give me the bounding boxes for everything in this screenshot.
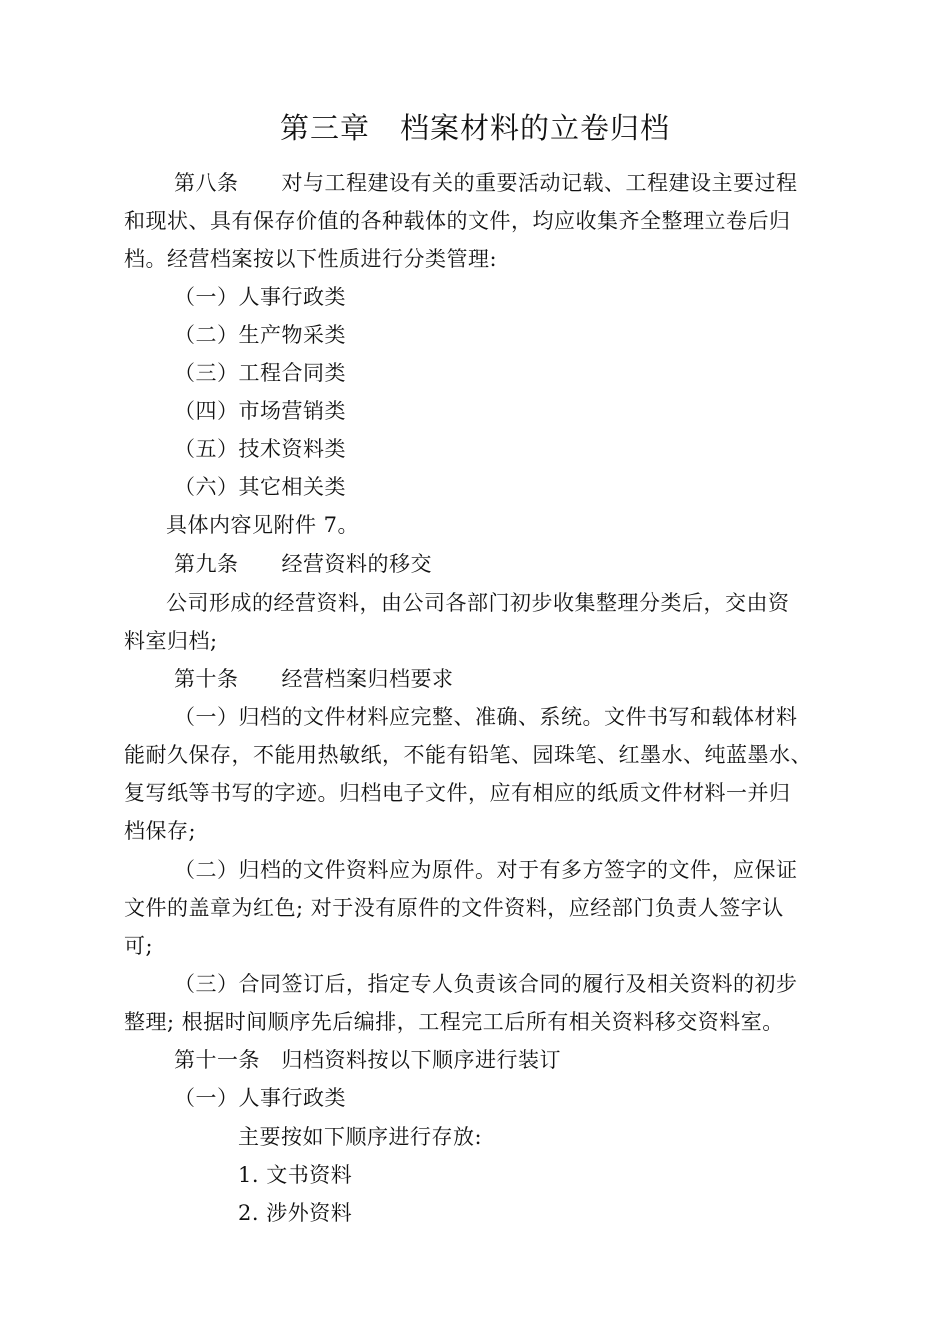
- article-10-heading: 第十条 经营档案归档要求: [174, 667, 454, 691]
- article-10-item-1-line-1: （一）归档的文件材料应完整、准确、系统。文件书写和载体材料: [174, 705, 798, 729]
- article-9-line-2: 料室归档;: [124, 629, 218, 653]
- article-11-item-1: （一）人事行政类: [174, 1086, 346, 1110]
- storage-order-intro: 主要按如下顺序进行存放:: [238, 1125, 483, 1149]
- category-item-6: （六）其它相关类: [174, 475, 346, 499]
- article-10-item-1-line-3: 复写纸等书写的字迹。归档电子文件，应有相应的纸质文件材料一并归: [124, 781, 791, 805]
- article-11-heading: 第十一条 归档资料按以下顺序进行装订: [174, 1048, 561, 1072]
- article-10-item-2-line-1: （二）归档的文件资料应为原件。对于有多方签字的文件，应保证: [174, 858, 798, 882]
- article-10-item-1-line-4: 档保存;: [124, 819, 197, 843]
- article-8-line-1: 第八条 对与工程建设有关的重要活动记载、工程建设主要过程: [174, 171, 798, 195]
- category-item-2: （二）生产物采类: [174, 323, 346, 347]
- chapter-title: 第三章 档案材料的立卷归档: [279, 111, 670, 145]
- article-8-line-3: 档。经营档案按以下性质进行分类管理:: [124, 247, 498, 271]
- category-item-3: （三）工程合同类: [174, 361, 346, 385]
- category-item-4: （四）市场营销类: [174, 399, 346, 423]
- article-10-item-2-line-2: 文件的盖章为红色; 对于没有原件的文件资料，应经部门负责人签字认: [124, 896, 784, 920]
- category-item-5: （五）技术资料类: [174, 437, 346, 461]
- article-10-item-3-line-2: 整理; 根据时间顺序先后编排，工程完工后所有相关资料移交资料室。: [124, 1010, 784, 1034]
- article-10-item-2-line-3: 可;: [124, 934, 154, 958]
- attachment-note: 具体内容见附件 7。: [166, 513, 360, 537]
- storage-order-item-1: 1. 文书资料: [238, 1163, 353, 1187]
- article-10-item-3-line-1: （三）合同签订后，指定专人负责该合同的履行及相关资料的初步: [174, 972, 798, 996]
- article-9-heading: 第九条 经营资料的移交: [174, 552, 432, 576]
- article-9-line-1: 公司形成的经营资料，由公司各部门初步收集整理分类后，交由资: [166, 591, 790, 615]
- article-10-item-1-line-2: 能耐久保存，不能用热敏纸，不能有铅笔、园珠笔、红墨水、纯蓝墨水、: [124, 743, 812, 767]
- category-item-1: （一）人事行政类: [174, 285, 346, 309]
- storage-order-item-2: 2. 涉外资料: [238, 1201, 353, 1225]
- article-8-line-2: 和现状、具有保存价值的各种载体的文件，均应收集齐全整理立卷后归: [124, 209, 791, 233]
